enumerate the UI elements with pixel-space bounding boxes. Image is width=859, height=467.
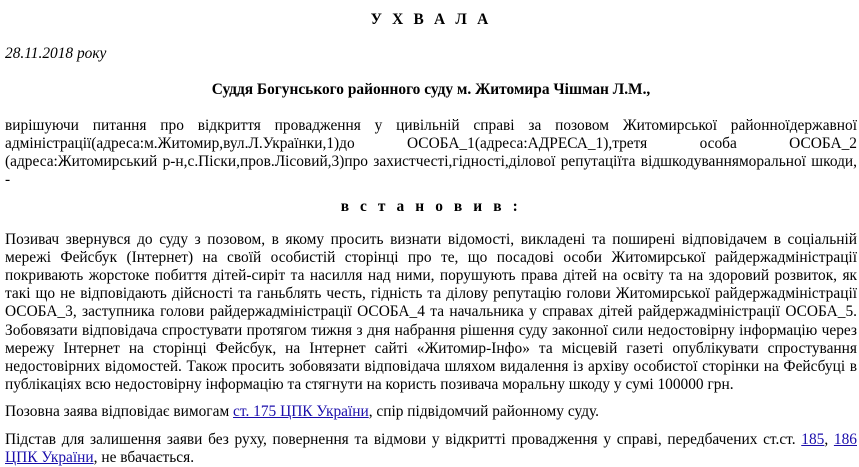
article-185-link[interactable]: 185 — [801, 430, 825, 448]
established-heading: в с т а н о в и в : — [340, 198, 522, 216]
compliance-text-after: , спір підвідомчий районному суду. — [368, 403, 600, 421]
article-175-link[interactable]: ст. 175 ЦПК України — [233, 403, 369, 421]
claim-paragraph: Позивач звернувся до суду з позовом, в якому просить визнати відомості, викладені та поширені відповідачем в соціальній мережі Фейсбук (Інтернет) на своїй особистій сторінці про те, що посадові особи Житомирської райдержадміністрації покривають жорстоке побиття дітей-сиріт та насилля над ними, порушують права дітей на освіту та на здоровий розвиток, як такі що не відповідають дійсності та ганьблять честь, гідність та ділову репутацію голови Житомирської райдержадміністрації ОСОБА_3, заступника голови райдержадміністрації ОСОБА_4 та начальника у справах дітей райдержадміністрації ОСОБА_5. Зобовязати відповідача спростувати протягом тижня з дня набрання рішення суду законної сили недостовірну інформацію через мережу Інтернет на сторінці Фейсбук, на Інтернет сайті «Житомир-Інфо» та місцевій газеті опублікувати спростування недостовірних відомостей. Також просить зобовязати відповідача шляхом видалення із архіву особистої сторінки на Фейсбуці в публікаціях всю недостовірну інформацію та стягнути на користь позивача моральну шкоду у сумі 100000 грн. — [5, 230, 857, 394]
compliance-paragraph — [5, 403, 857, 421]
grounds-paragraph — [5, 431, 857, 467]
article-186-link[interactable]: 186 ЦПК України — [5, 430, 857, 466]
grounds-text-before: Підстав для залишення заяви без руху, повернення та відмови у відкритті провадження у справі, передбачених ст.ст. — [5, 430, 802, 448]
resolving-paragraph: вирішуючи питання про відкриття провадження у цивільній справі за позовом Житомирської районноїдержавної адміністрації(адреса:м.Житомир,вул.Л.Українки,1)до ОСОБА_1(адреса:АДРЕСА_1),третя особа ОСОБА_2 (адреса:Житомирський р-н,с.Піски,пров.Лісовий,3)про захистчесті,гідності,ділової репутаціїта відшкодуванняморальної шкоди, - — [5, 116, 857, 189]
grounds-separator: , — [824, 430, 834, 448]
document-date: 28.11.2018 року — [5, 45, 107, 63]
compliance-text-before: Позовна заява відповідає вимогам — [5, 403, 234, 421]
grounds-text-after: , не вбачається. — [93, 448, 195, 466]
judge-line: Суддя Богунського районного суду м. Житомира Чішман Л.М., — [211, 81, 651, 99]
document-title: У Х В А Л А — [370, 11, 492, 28]
